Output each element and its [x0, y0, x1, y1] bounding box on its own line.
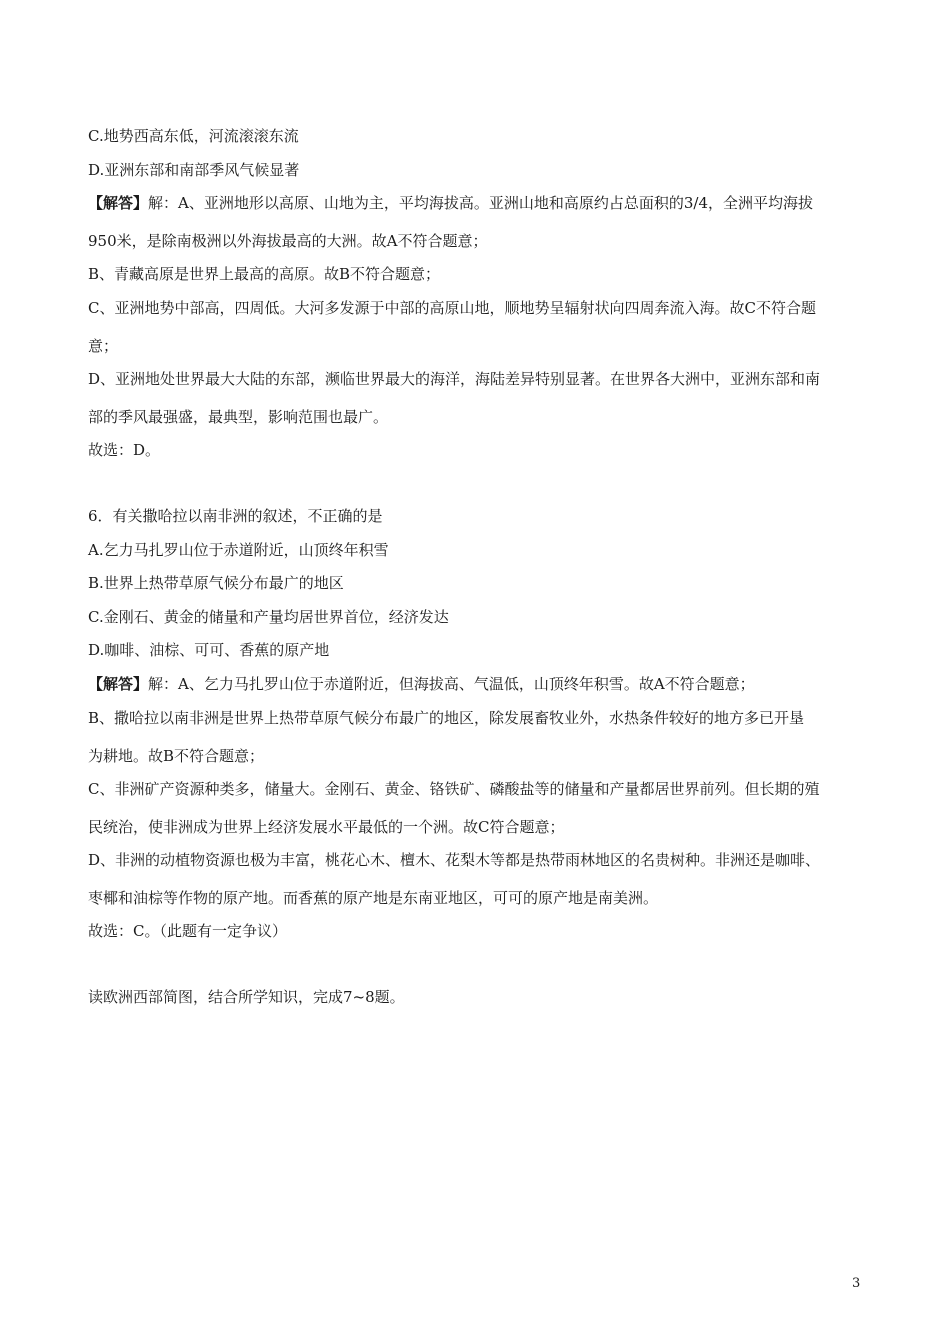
q7-8-intro: 读欧洲西部简图，结合所学知识，完成7~8题。: [88, 988, 405, 1006]
page-number: 3: [852, 1276, 861, 1291]
q5-answer-b: B、青藏高原是世界上最高的高原。故B不符合题意；: [88, 265, 441, 283]
q6-option-b: B.世界上热带草原气候分布最广的地区: [88, 574, 344, 592]
q6-answer-d-cont: 枣椰和油棕等作物的原产地。而香蕉的原产地是东南亚地区，可可的原产地是南美洲。: [88, 889, 659, 907]
q5-answer-a-text: 解：A、亚洲地形以高原、山地为主，平均海拔高。亚洲山地和高原约占总面积的3/4，全洲平均海拔: [148, 194, 813, 212]
q6-option-d: D.咖啡、油棕、可可、香蕉的原产地: [88, 641, 330, 659]
q6-option-c: C.金刚石、黄金的储量和产量均居世界首位，经济发达: [88, 608, 449, 626]
q5-answer-line-1: [88, 193, 868, 213]
q5-answer-a-cont: 950米，是除南极洲以外海拔最高的大洲。故A不符合题意；: [88, 232, 488, 250]
answer-tag: 【解答】: [88, 194, 149, 212]
q6-stem: 6．有关撒哈拉以南非洲的叙述，不正确的是: [88, 507, 383, 525]
answer-tag: 【解答】: [88, 675, 149, 693]
q5-choice: 故选：D。: [88, 441, 161, 459]
q6-answer-b-cont: 为耕地。故B不符合题意；: [88, 747, 265, 765]
q6-answer-d: D、非洲的动植物资源也极为丰富，桃花心木、檀木、花梨木等都是热带雨林地区的名贵树种。非洲还是咖啡、: [88, 851, 821, 869]
q6-answer-c: C、非洲矿产资源种类多，储量大。金刚石、黄金、铬铁矿、磷酸盐等的储量和产量都居世界前列。但长期的殖: [88, 780, 820, 798]
q5-answer-c-cont: 意；: [88, 337, 119, 355]
q6-option-a: A.乞力马扎罗山位于赤道附近，山顶终年积雪: [88, 541, 389, 559]
q5-option-c: C.地势西高东低，河流滚滚东流: [88, 127, 299, 145]
q5-answer-d-cont: 部的季风最强盛，最典型，影响范围也最广。: [88, 408, 389, 426]
q6-answer-a-text: 解：A、乞力马扎罗山位于赤道附近，但海拔高、气温低，山顶终年积雪。故A不符合题意；: [148, 675, 755, 693]
q6-choice: 故选：C。（此题有一定争议）: [88, 922, 287, 940]
q5-answer-c: C、亚洲地势中部高，四周低。大河多发源于中部的高原山地，顺地势呈辐射状向四周奔流入海。故C不符合题: [88, 299, 816, 317]
q5-option-d: D.亚洲东部和南部季风气候显著: [88, 161, 300, 179]
q6-answer-c-cont: 民统治，使非洲成为世界上经济发展水平最低的一个洲。故C符合题意；: [88, 818, 565, 836]
q5-answer-d: D、亚洲地处世界最大大陆的东部，濒临世界最大的海洋，海陆差异特别显著。在世界各大洲中，亚洲东部和南: [88, 370, 821, 388]
q6-answer-b: B、撒哈拉以南非洲是世界上热带草原气候分布最广的地区，除发展畜牧业外，水热条件较好的地方多已开垦: [88, 709, 805, 727]
q6-answer-line-1: [88, 674, 868, 694]
